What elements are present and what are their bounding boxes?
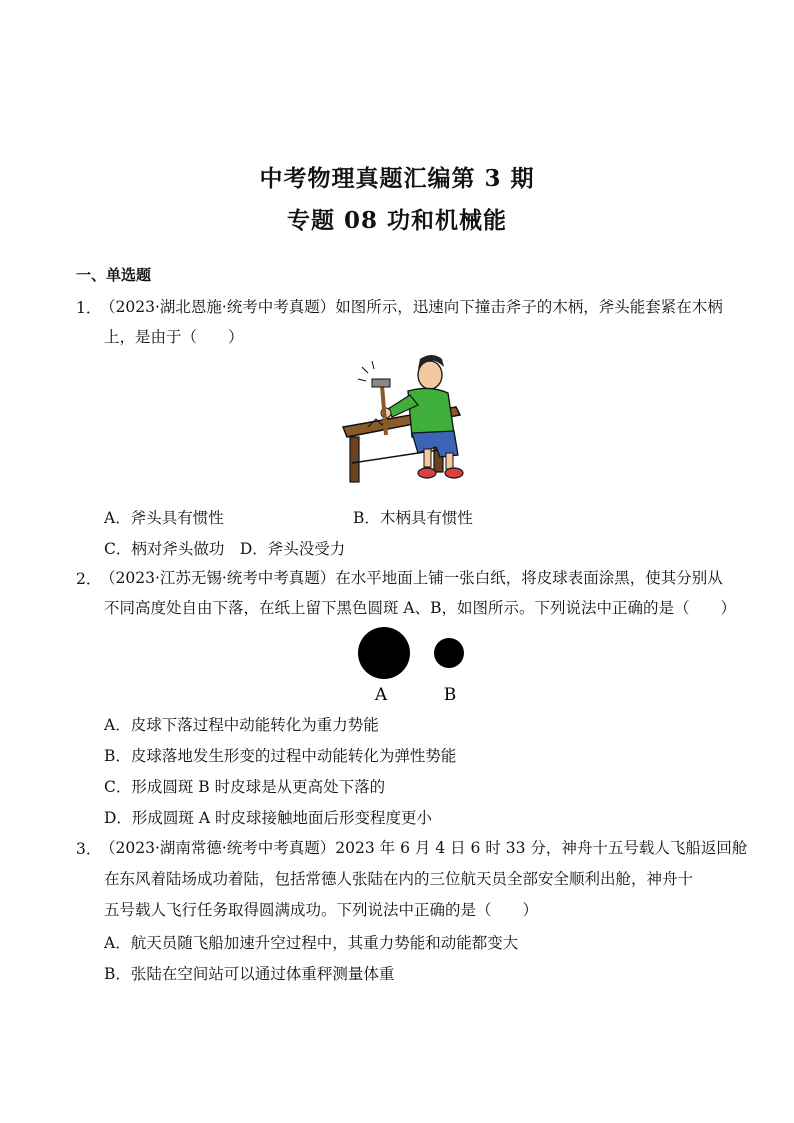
question-3-line-2: 在东风着陆场成功着陆，包括常德人张陆在内的三位航天员全部安全顺利出舱，神舟十 bbox=[104, 870, 694, 888]
question-3-number: 3． bbox=[76, 840, 102, 858]
question-2-option-d: D．形成圆斑 A 时皮球接触地面后形变程度更小 bbox=[104, 809, 432, 827]
question-2-number: 2． bbox=[76, 570, 102, 588]
question-1-option-a: A．斧头具有惯性 bbox=[104, 509, 224, 527]
question-1-options-c-d: C．柄对斧头做功 D．斧头没受力 bbox=[104, 540, 346, 558]
question-2-option-c: C．形成圆斑 B 时皮球是从更高处下落的 bbox=[104, 778, 386, 796]
question-3-option-b: B．张陆在空间站可以通过体重秤测量体重 bbox=[104, 965, 395, 983]
question-2-line-1: （2023·江苏无锡·统考中考真题）在水平地面上铺一张白纸，将皮球表面涂黑，使其分别从 bbox=[100, 569, 723, 587]
section-heading: 一、单选题 bbox=[76, 266, 152, 284]
spot-a-label: A bbox=[374, 685, 388, 705]
question-1-line-2: 上，是由于（ ） bbox=[104, 328, 244, 346]
question-1-line-1: （2023·湖北恩施·统考中考真题）如图所示，迅速向下撞击斧子的木柄，斧头能套紧在木柄 bbox=[100, 298, 723, 316]
spot-a bbox=[358, 627, 410, 679]
question-3-line-3: 五号载人飞行任务取得圆满成功。下列说法中正确的是（ ） bbox=[104, 901, 539, 919]
question-2-option-a: A．皮球下落过程中动能转化为重力势能 bbox=[104, 716, 379, 734]
document-subtitle: 专题 08 功和机械能 bbox=[286, 207, 508, 234]
spot-b bbox=[434, 638, 464, 668]
question-3-option-a: A．航天员随飞船加速升空过程中，其重力势能和动能都变大 bbox=[104, 934, 519, 952]
spot-b-label: B bbox=[443, 685, 457, 705]
question-1-option-b: B．木柄具有惯性 bbox=[353, 509, 473, 527]
question-2-option-b: B．皮球落地发生形变的过程中动能转化为弹性势能 bbox=[104, 747, 457, 765]
spots-figure bbox=[350, 622, 480, 707]
hammer-man-illustration bbox=[338, 355, 478, 490]
document-title: 中考物理真题汇编第 3 期 bbox=[259, 165, 535, 192]
question-1-number: 1． bbox=[76, 299, 102, 317]
question-2-line-2: 不同高度处自由下落，在纸上留下黑色圆斑 A、B，如图所示。下列说法中正确的是（ ） bbox=[104, 599, 737, 617]
question-3-line-1: （2023·湖南常德·统考中考真题）2023 年 6 月 4 日 6 时 33 分，神舟十五号载人飞船返回舱 bbox=[100, 839, 748, 857]
